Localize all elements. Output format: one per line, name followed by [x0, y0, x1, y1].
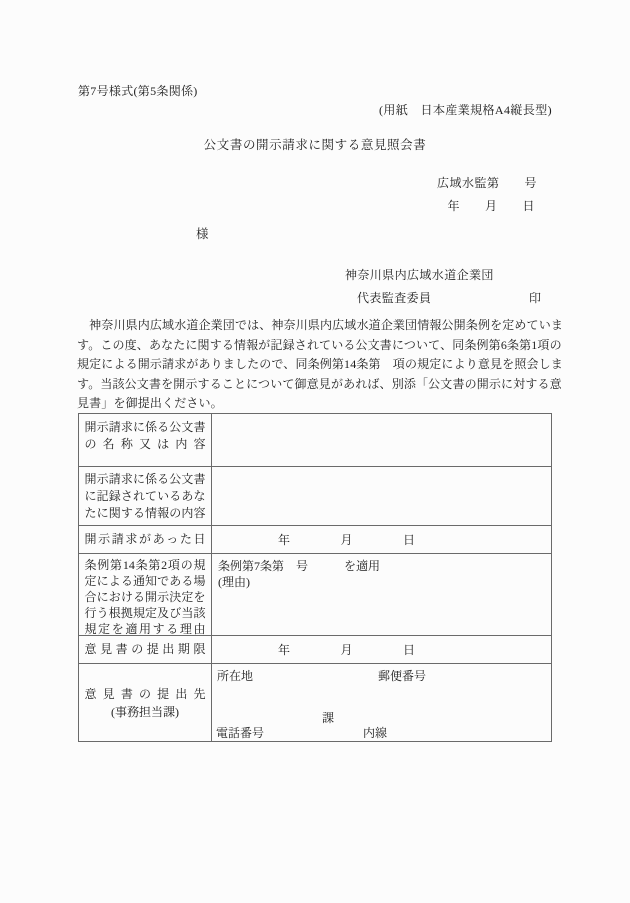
deadline-label: 意見書の提出期限: [84, 642, 206, 657]
row-deadline: [79, 636, 552, 664]
addressee-name-suffix: 様: [196, 227, 209, 241]
extension-label: 内線: [363, 726, 388, 740]
body-line: 見書」を御提出ください。: [77, 396, 223, 411]
submission-address-label: 意見書の提出先: [84, 687, 206, 701]
body-line: 神奈川県内広域水道企業団では、神奈川県内広域水道企業団情報公開条例を定めていま: [77, 318, 564, 332]
body-paragraph: [77, 316, 563, 414]
document-name-label: 開示請求に係る公文書の名称又は内容: [84, 420, 206, 451]
request-date-placeholder: 年 月 日: [278, 533, 416, 547]
office-in-charge-label: (事務担当課): [111, 704, 179, 719]
reason-label: (理由): [218, 575, 250, 589]
applied-article-line: 条例第7条第 号 を適用: [218, 559, 381, 573]
legal-basis-field: [212, 554, 552, 635]
address-label: 所在地: [217, 669, 254, 683]
section-label: 課: [322, 711, 335, 725]
form-number: 第7号様式(第5条関係): [78, 84, 198, 98]
body-line: す。当該公文書を開示することについて御意見があれば、別添「公文書の開示に対する意: [77, 376, 562, 391]
deadline-placeholder: 年 月 日: [278, 643, 416, 657]
issue-date-line: 年 月 日: [447, 199, 535, 213]
sender-title: 代表監査委員: [357, 291, 432, 305]
seal-mark: 印: [529, 291, 542, 305]
request-date-label: 開示請求があった日: [84, 532, 206, 547]
inquiry-table: [78, 413, 552, 742]
recorded-info-field: [212, 467, 552, 525]
submission-address-field: [212, 664, 552, 741]
row-recorded-info: [79, 467, 552, 526]
body-line: す。この度、あなたに関する情報が記録されている公文書について、同条例第6条第1項の: [77, 337, 562, 352]
document-title: 公文書の開示請求に関する意見照会書: [203, 138, 427, 152]
body-line: 規定による開示請求がありましたので、同条例第14条第 項の規定により意見を照会しま: [77, 357, 563, 372]
request-date-field: [212, 526, 552, 553]
legal-basis-label: 条例第14条第2項の規定による通知である場合における開示決定を行う根拠規定及び当該規定を適用する理由: [84, 558, 206, 636]
row-legal-basis: [79, 554, 552, 636]
row-document-name: [79, 414, 552, 467]
recorded-info-label: 開示請求に係る公文書に記録されているあなたに関する情報の内容: [84, 472, 206, 520]
postal-code-label: 郵便番号: [378, 669, 427, 683]
document-name-field: [212, 414, 552, 466]
row-submission-address: [79, 664, 552, 742]
sender-organization: 神奈川県内広域水道企業団: [345, 268, 494, 282]
document-number: 広域水監第 号: [436, 176, 537, 190]
deadline-field: [212, 636, 552, 663]
row-request-date: [79, 526, 552, 554]
phone-label: 電話番号: [216, 726, 265, 740]
paper-size-note: (用紙 日本産業規格A4縦長型): [378, 103, 552, 117]
